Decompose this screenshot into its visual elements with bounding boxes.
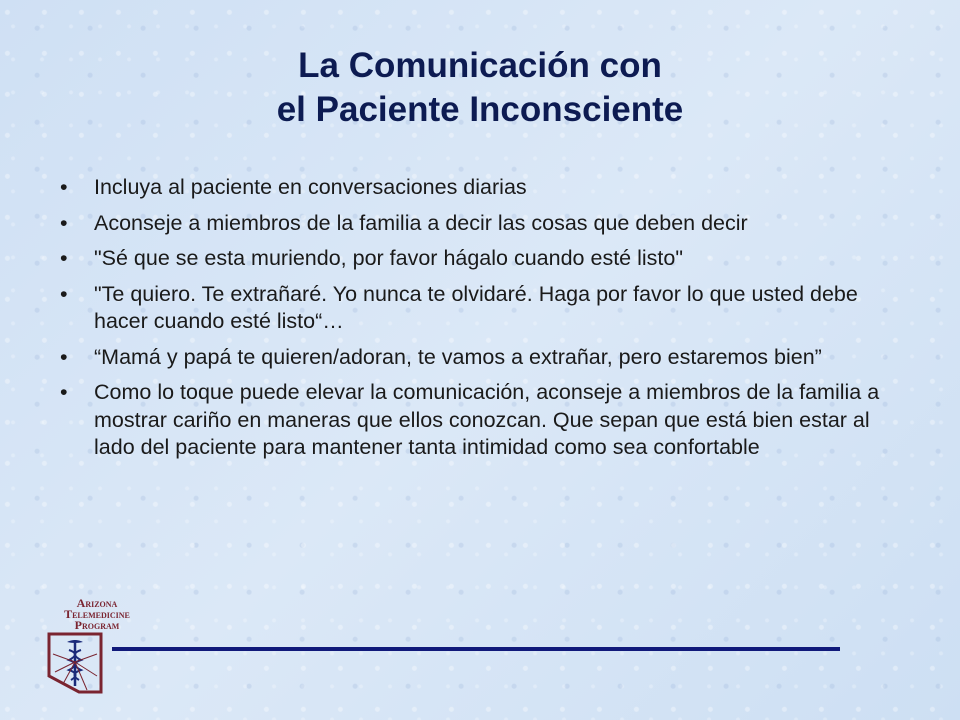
bullet-icon: •: [60, 344, 68, 369]
slide-title-line-1: La Comunicación con: [298, 46, 662, 85]
logo-line-3: Program: [74, 618, 120, 632]
bullet-text: Como lo toque puede elevar la comunicación, aconseje a miembros de la familia a mostrar cariño en maneras que ellos conozcan. Que sepan que está bien estar al lado del paciente para mantener tanta intimidad como sea confortable: [94, 380, 880, 459]
bullet-item: [60, 344, 910, 372]
bullet-item: [60, 379, 910, 462]
bullet-text: “Mamá y papá te quieren/adoran, te vamos a extrañar, pero estaremos bien”: [94, 344, 822, 369]
logo-line-2: Telemedicine: [64, 607, 130, 621]
bullet-text: Incluya al paciente en conversaciones diarias: [94, 175, 527, 199]
bullet-item: [60, 281, 910, 336]
bullet-list: [60, 174, 910, 470]
bullet-text: Aconseje a miembros de la familia a decir las cosas que deben decir: [94, 210, 748, 235]
bullet-item: [60, 245, 910, 273]
bullet-item: [60, 210, 910, 238]
bullet-text: "Te quiero. Te extrañaré. Yo nunca te olvidaré. Haga por favor lo que usted debe hacer cuando esté listo“…: [94, 281, 858, 333]
bullet-icon: •: [60, 380, 68, 404]
bullet-icon: •: [60, 210, 68, 235]
arizona-caduceus-logo-icon: [45, 632, 105, 694]
bullet-text: "Sé que se esta muriendo, por favor hágalo cuando esté listo": [94, 246, 683, 270]
slide-title: [0, 44, 960, 132]
bullet-icon: •: [60, 175, 68, 199]
slide-title-line-2: el Paciente Inconsciente: [276, 90, 684, 129]
bullet-icon: •: [60, 246, 68, 270]
footer-divider: [112, 647, 840, 651]
bullet-icon: •: [60, 281, 68, 306]
logo-wordmark: [57, 598, 137, 631]
bullet-item: [60, 174, 910, 202]
logo-line-1: Arizona: [76, 596, 118, 610]
